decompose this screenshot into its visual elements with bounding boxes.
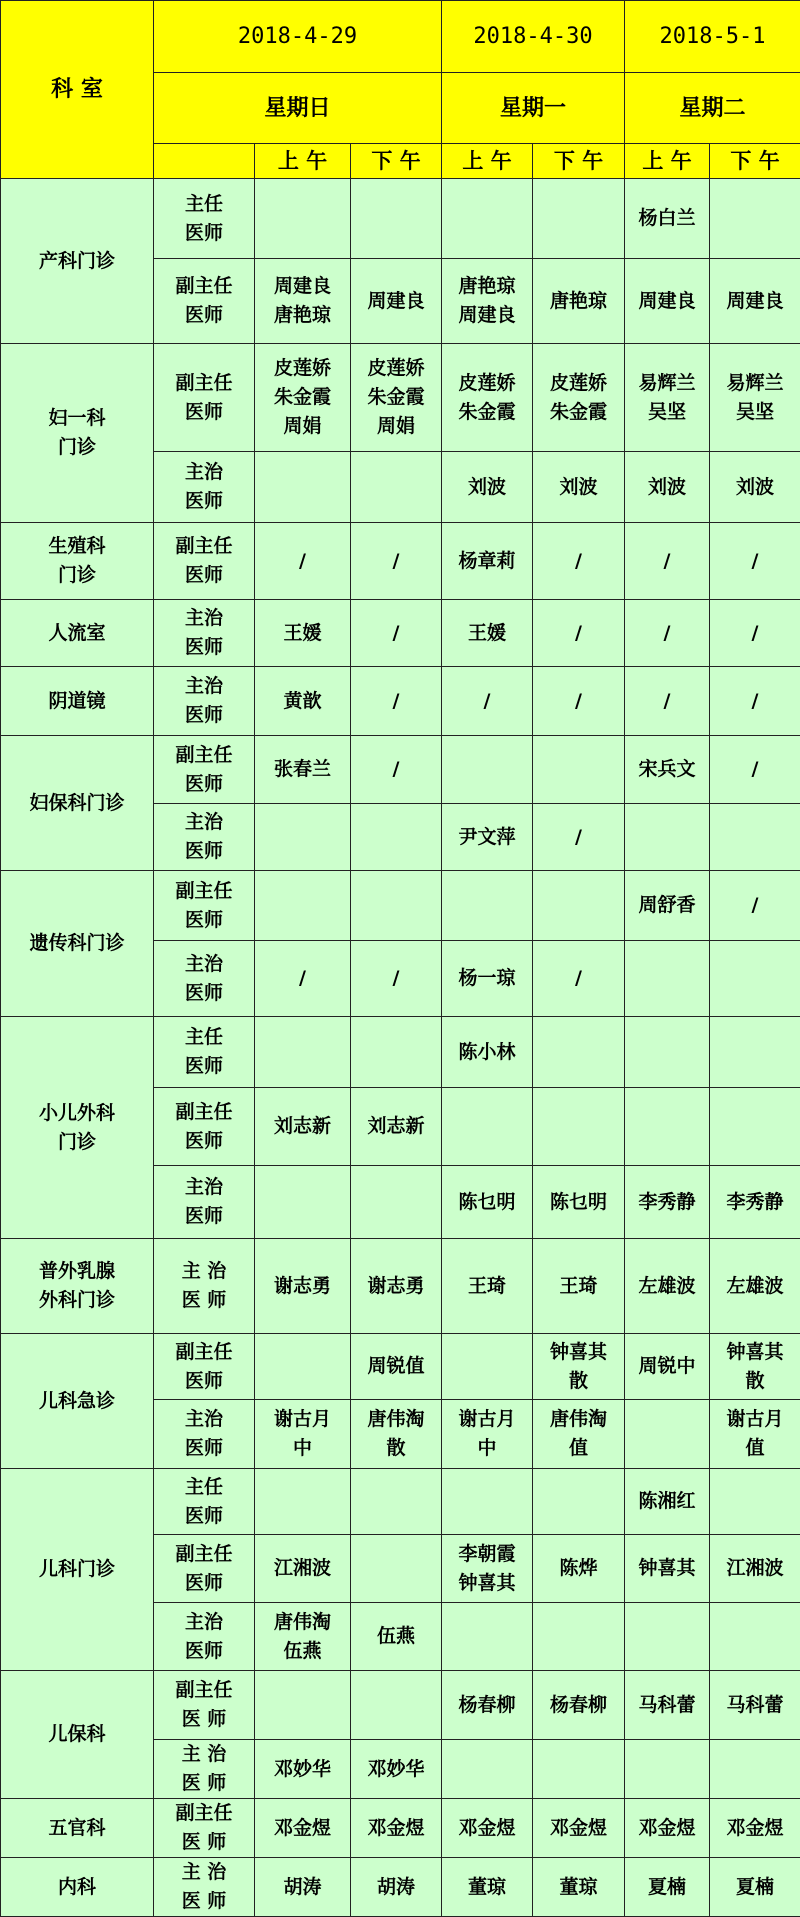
schedule-cell: 董琼 bbox=[533, 1858, 625, 1917]
schedule-cell bbox=[255, 452, 351, 523]
pm-header: 下 午 bbox=[710, 144, 800, 179]
schedule-cell bbox=[255, 1017, 351, 1088]
schedule-cell: 邓妙华 bbox=[255, 1740, 351, 1799]
doctor-title: 副主任 医师 bbox=[154, 523, 255, 600]
doctor-title: 副主任 医师 bbox=[154, 1088, 255, 1166]
schedule-cell bbox=[710, 1088, 800, 1166]
schedule-cell: 江湘波 bbox=[255, 1535, 351, 1603]
schedule-cell: / bbox=[351, 523, 442, 600]
schedule-cell bbox=[625, 1400, 710, 1469]
am-header: 上 午 bbox=[625, 144, 710, 179]
schedule-cell: / bbox=[710, 871, 800, 941]
dept-header: 科 室 bbox=[1, 1, 154, 179]
am-header: 上 午 bbox=[255, 144, 351, 179]
schedule-cell: 皮莲娇 朱金霞 周娟 bbox=[351, 344, 442, 452]
schedule-cell bbox=[533, 1469, 625, 1535]
table-row bbox=[1, 736, 800, 804]
schedule-cell: 陈乜明 bbox=[533, 1166, 625, 1239]
department-name: 内科 bbox=[1, 1858, 154, 1917]
schedule-cell: 周舒香 bbox=[625, 871, 710, 941]
table-row bbox=[1, 1239, 800, 1334]
department-name: 人流室 bbox=[1, 600, 154, 667]
doctor-title: 主治 医师 bbox=[154, 452, 255, 523]
table-row bbox=[1, 600, 800, 667]
doctor-title: 主治 医师 bbox=[154, 667, 255, 736]
schedule-cell bbox=[255, 179, 351, 259]
schedule-cell: / bbox=[625, 667, 710, 736]
schedule-cell: 皮莲娇 朱金霞 bbox=[442, 344, 533, 452]
schedule-cell: 李秀静 bbox=[625, 1166, 710, 1239]
schedule-cell: / bbox=[255, 523, 351, 600]
schedule-cell bbox=[351, 804, 442, 871]
schedule-cell: 谢古月 值 bbox=[710, 1400, 800, 1469]
department-name: 普外乳腺 外科门诊 bbox=[1, 1239, 154, 1334]
schedule-cell bbox=[710, 1469, 800, 1535]
schedule-cell: 刘波 bbox=[442, 452, 533, 523]
schedule-cell bbox=[533, 1017, 625, 1088]
schedule-cell: 周锐中 bbox=[625, 1334, 710, 1400]
schedule-cell: 马科蕾 bbox=[710, 1671, 800, 1740]
schedule-cell: 刘波 bbox=[533, 452, 625, 523]
pm-header: 下 午 bbox=[351, 144, 442, 179]
schedule-cell bbox=[351, 452, 442, 523]
schedule-cell bbox=[255, 871, 351, 941]
doctor-title: 主治 医师 bbox=[154, 600, 255, 667]
schedule-cell: / bbox=[533, 523, 625, 600]
schedule-cell: / bbox=[710, 736, 800, 804]
schedule-cell: 周锐值 bbox=[351, 1334, 442, 1400]
schedule-cell: 夏楠 bbox=[625, 1858, 710, 1917]
date-header-2: 2018-4-30 bbox=[442, 1, 625, 73]
schedule-cell: 杨白兰 bbox=[625, 179, 710, 259]
schedule-cell: 夏楠 bbox=[710, 1858, 800, 1917]
schedule-cell: 钟喜其 散 bbox=[710, 1334, 800, 1400]
schedule-cell: 唐伟淘 值 bbox=[533, 1400, 625, 1469]
schedule-cell bbox=[625, 1088, 710, 1166]
schedule-cell bbox=[710, 941, 800, 1017]
doctor-title: 主治 医师 bbox=[154, 1166, 255, 1239]
schedule-cell bbox=[625, 804, 710, 871]
doctor-title: 主 治 医 师 bbox=[154, 1858, 255, 1917]
department-name: 生殖科 门诊 bbox=[1, 523, 154, 600]
schedule-cell bbox=[710, 1740, 800, 1799]
schedule-cell: 邓妙华 bbox=[351, 1740, 442, 1799]
department-name: 妇保科门诊 bbox=[1, 736, 154, 871]
schedule-cell: 陈小林 bbox=[442, 1017, 533, 1088]
schedule-cell: 周建良 bbox=[625, 259, 710, 344]
am-header: 上 午 bbox=[442, 144, 533, 179]
schedule-cell bbox=[533, 1088, 625, 1166]
schedule-cell: 伍燕 bbox=[351, 1603, 442, 1671]
schedule-cell: 王琦 bbox=[442, 1239, 533, 1334]
schedule-cell bbox=[351, 1017, 442, 1088]
department-name: 儿科门诊 bbox=[1, 1469, 154, 1671]
schedule-cell: 刘志新 bbox=[255, 1088, 351, 1166]
schedule-cell bbox=[625, 1603, 710, 1671]
schedule-cell bbox=[442, 1088, 533, 1166]
schedule-cell bbox=[442, 871, 533, 941]
schedule-cell bbox=[625, 1017, 710, 1088]
schedule-cell: 尹文萍 bbox=[442, 804, 533, 871]
schedule-cell: / bbox=[533, 941, 625, 1017]
schedule-cell: / bbox=[255, 941, 351, 1017]
department-name: 儿保科 bbox=[1, 1671, 154, 1799]
schedule-cell bbox=[710, 179, 800, 259]
table-row bbox=[1, 1334, 800, 1400]
schedule-cell bbox=[255, 1166, 351, 1239]
schedule-cell: 易辉兰 吴坚 bbox=[710, 344, 800, 452]
table-row bbox=[1, 179, 800, 259]
schedule-cell: / bbox=[351, 736, 442, 804]
schedule-cell: 杨章莉 bbox=[442, 523, 533, 600]
schedule-cell bbox=[351, 1671, 442, 1740]
schedule-cell: 钟喜其 bbox=[625, 1535, 710, 1603]
department-name: 小儿外科 门诊 bbox=[1, 1017, 154, 1239]
schedule-cell: 唐伟淘 散 bbox=[351, 1400, 442, 1469]
doctor-title: 主治 医师 bbox=[154, 804, 255, 871]
schedule-cell: 谢古月 中 bbox=[255, 1400, 351, 1469]
schedule-cell: 钟喜其 散 bbox=[533, 1334, 625, 1400]
schedule-cell: 江湘波 bbox=[710, 1535, 800, 1603]
schedule-cell: 胡涛 bbox=[255, 1858, 351, 1917]
schedule-cell: / bbox=[351, 600, 442, 667]
schedule-cell bbox=[442, 1740, 533, 1799]
date-header-3: 2018-5-1 bbox=[625, 1, 800, 73]
doctor-title: 副主任 医师 bbox=[154, 736, 255, 804]
department-name: 产科门诊 bbox=[1, 179, 154, 344]
doctor-title: 副主任 医师 bbox=[154, 871, 255, 941]
schedule-cell bbox=[533, 736, 625, 804]
schedule-cell: 邓金煜 bbox=[533, 1799, 625, 1858]
schedule-cell: 易辉兰 吴坚 bbox=[625, 344, 710, 452]
schedule-cell: 王媛 bbox=[255, 600, 351, 667]
schedule-cell: / bbox=[533, 600, 625, 667]
schedule-cell bbox=[442, 1334, 533, 1400]
table-row bbox=[1, 667, 800, 736]
doctor-title: 副主任 医师 bbox=[154, 259, 255, 344]
doctor-title: 副主任 医师 bbox=[154, 1535, 255, 1603]
schedule-cell: 周建良 bbox=[351, 259, 442, 344]
schedule-cell: 陈湘红 bbox=[625, 1469, 710, 1535]
table-row bbox=[1, 1017, 800, 1088]
schedule-cell: 谢古月 中 bbox=[442, 1400, 533, 1469]
schedule-cell: / bbox=[710, 523, 800, 600]
schedule-cell: 唐艳琼 bbox=[533, 259, 625, 344]
table-row bbox=[1, 1799, 800, 1858]
schedule-cell bbox=[533, 1603, 625, 1671]
department-name: 妇一科 门诊 bbox=[1, 344, 154, 523]
department-name: 遗传科门诊 bbox=[1, 871, 154, 1017]
schedule-cell: 刘波 bbox=[625, 452, 710, 523]
schedule-cell bbox=[255, 1469, 351, 1535]
table-row bbox=[1, 1858, 800, 1917]
table-row bbox=[1, 344, 800, 452]
department-name: 阴道镜 bbox=[1, 667, 154, 736]
schedule-cell bbox=[351, 1166, 442, 1239]
schedule-cell: 黄歆 bbox=[255, 667, 351, 736]
schedule-cell bbox=[442, 736, 533, 804]
pm-header: 下 午 bbox=[533, 144, 625, 179]
schedule-cell: 邓金煜 bbox=[351, 1799, 442, 1858]
schedule-cell bbox=[625, 1740, 710, 1799]
schedule-cell: 周建良 唐艳琼 bbox=[255, 259, 351, 344]
doctor-title: 主 治 医 师 bbox=[154, 1239, 255, 1334]
schedule-cell: 杨一琼 bbox=[442, 941, 533, 1017]
schedule-cell: 张春兰 bbox=[255, 736, 351, 804]
schedule-cell: 周建良 bbox=[710, 259, 800, 344]
schedule-cell: / bbox=[351, 667, 442, 736]
weekday-header-3: 星期二 bbox=[625, 73, 800, 144]
weekday-header-2: 星期一 bbox=[442, 73, 625, 144]
schedule-cell: 董琼 bbox=[442, 1858, 533, 1917]
schedule-cell bbox=[442, 179, 533, 259]
schedule-cell: 杨春柳 bbox=[533, 1671, 625, 1740]
doctor-title: 主 治 医 师 bbox=[154, 1740, 255, 1799]
doctor-title: 主任 医师 bbox=[154, 179, 255, 259]
schedule-cell: / bbox=[442, 667, 533, 736]
schedule-cell: / bbox=[625, 600, 710, 667]
schedule-cell: 王琦 bbox=[533, 1239, 625, 1334]
schedule-cell: 宋兵文 bbox=[625, 736, 710, 804]
doctor-title: 主任 医师 bbox=[154, 1469, 255, 1535]
schedule-cell: 邓金煜 bbox=[255, 1799, 351, 1858]
department-name: 儿科急诊 bbox=[1, 1334, 154, 1469]
doctor-title: 主任 医师 bbox=[154, 1017, 255, 1088]
date-header-1: 2018-4-29 bbox=[154, 1, 442, 73]
schedule-cell: 谢志勇 bbox=[351, 1239, 442, 1334]
schedule-cell bbox=[533, 179, 625, 259]
schedule-cell: 胡涛 bbox=[351, 1858, 442, 1917]
doctor-title: 主治 医师 bbox=[154, 941, 255, 1017]
schedule-cell: 谢志勇 bbox=[255, 1239, 351, 1334]
schedule-cell bbox=[533, 1740, 625, 1799]
doctor-title: 副主任 医 师 bbox=[154, 1799, 255, 1858]
doctor-title: 主治 医师 bbox=[154, 1400, 255, 1469]
schedule-cell: 马科蕾 bbox=[625, 1671, 710, 1740]
doctor-title: 主治 医师 bbox=[154, 1603, 255, 1671]
schedule-cell bbox=[442, 1603, 533, 1671]
schedule-cell: / bbox=[533, 804, 625, 871]
schedule-cell: 唐伟淘 伍燕 bbox=[255, 1603, 351, 1671]
schedule-cell: 陈烨 bbox=[533, 1535, 625, 1603]
schedule-cell: 李秀静 bbox=[710, 1166, 800, 1239]
schedule-cell: / bbox=[710, 600, 800, 667]
schedule-cell bbox=[351, 871, 442, 941]
weekday-header-1: 星期日 bbox=[154, 73, 442, 144]
table-row bbox=[1, 871, 800, 941]
schedule-cell: / bbox=[351, 941, 442, 1017]
schedule-cell bbox=[255, 1671, 351, 1740]
schedule-cell: 唐艳琼 周建良 bbox=[442, 259, 533, 344]
schedule-cell bbox=[710, 1017, 800, 1088]
schedule-cell bbox=[625, 941, 710, 1017]
schedule-cell: / bbox=[625, 523, 710, 600]
schedule-cell: 陈乜明 bbox=[442, 1166, 533, 1239]
schedule-cell: / bbox=[710, 667, 800, 736]
schedule-cell: 李朝霞 钟喜其 bbox=[442, 1535, 533, 1603]
schedule-cell bbox=[255, 804, 351, 871]
department-name: 五官科 bbox=[1, 1799, 154, 1858]
schedule-cell: 邓金煜 bbox=[710, 1799, 800, 1858]
schedule-cell: 刘波 bbox=[710, 452, 800, 523]
doctor-title: 副主任 医 师 bbox=[154, 1671, 255, 1740]
schedule-cell: 皮莲娇 朱金霞 bbox=[533, 344, 625, 452]
schedule-cell bbox=[710, 1603, 800, 1671]
table-row bbox=[1, 1469, 800, 1535]
schedule-cell bbox=[351, 1469, 442, 1535]
schedule-cell: 杨春柳 bbox=[442, 1671, 533, 1740]
schedule-cell: 刘志新 bbox=[351, 1088, 442, 1166]
doctor-title: 副主任 医师 bbox=[154, 344, 255, 452]
schedule-cell bbox=[710, 804, 800, 871]
schedule-cell: 皮莲娇 朱金霞 周娟 bbox=[255, 344, 351, 452]
schedule-cell bbox=[351, 1535, 442, 1603]
doctor-title: 副主任 医师 bbox=[154, 1334, 255, 1400]
schedule-cell: 左雄波 bbox=[625, 1239, 710, 1334]
schedule-cell: 邓金煜 bbox=[625, 1799, 710, 1858]
schedule-cell bbox=[351, 179, 442, 259]
schedule-cell bbox=[533, 871, 625, 941]
schedule-cell: / bbox=[533, 667, 625, 736]
schedule-cell: 左雄波 bbox=[710, 1239, 800, 1334]
schedule-cell bbox=[442, 1469, 533, 1535]
schedule-cell bbox=[255, 1334, 351, 1400]
schedule-cell: 邓金煜 bbox=[442, 1799, 533, 1858]
schedule-cell: 王媛 bbox=[442, 600, 533, 667]
table-row bbox=[1, 1671, 800, 1740]
table-row bbox=[1, 523, 800, 600]
